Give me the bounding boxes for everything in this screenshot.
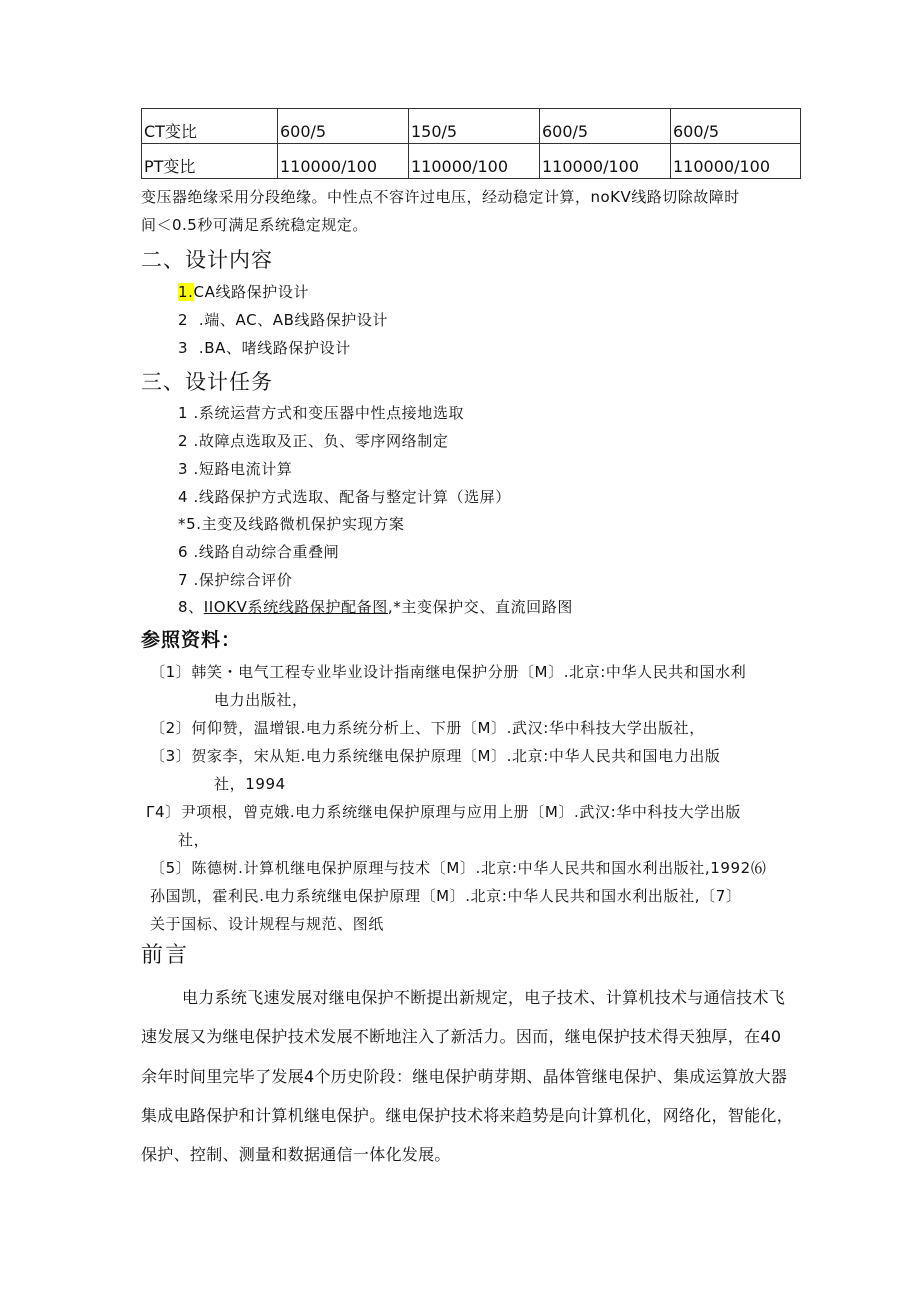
list-item: 4 .线路保护方式选取、配备与整定计算（选屏） <box>178 488 511 506</box>
item-text: ,*主变保护交、直流回路图 <box>387 598 573 616</box>
reference-line: 电力出版社， <box>214 691 308 709</box>
table-cell: 150/5 <box>409 109 540 144</box>
list-item: 6 .线路自动综合重叠闸 <box>178 543 340 561</box>
list-item: 1 .系统运营方式和变压器中性点接地选取 <box>178 404 465 422</box>
item-number: 1. <box>178 283 194 301</box>
list-item: 3 .短路电流计算 <box>178 460 293 478</box>
item-number: 8、 <box>178 598 204 616</box>
table-cell: PT变比 <box>142 144 278 179</box>
item-text: .BA、啫线路保护设计 <box>198 339 351 357</box>
item-text: CA线路保护设计 <box>193 283 310 301</box>
preface-line: 电力系统飞速发展对继电保护不断提出新规定，电子技术、计算机技术与通信技术飞 <box>182 988 786 1007</box>
item-number: 3 <box>178 339 189 357</box>
preface-heading: 前言 <box>141 943 190 968</box>
table-cell: 600/5 <box>540 109 671 144</box>
table-cell: 600/5 <box>671 109 801 144</box>
table-row <box>142 109 801 144</box>
parameter-table <box>141 108 801 179</box>
list-item <box>178 281 309 302</box>
table-cell: CT变比 <box>142 109 278 144</box>
item-text-underlined: IIOKV系统线路保护配备图 <box>203 598 388 616</box>
section-heading: 二、设计内容 <box>141 248 273 272</box>
table-cell: 600/5 <box>278 109 409 144</box>
reference-line: 〔2〕何仰赞，温增银.电力系统分析上、下册〔M〕.武汉:华中科技大学出版社， <box>150 719 705 737</box>
table-cell: 110000/100 <box>278 144 409 179</box>
table-row <box>142 144 801 179</box>
reference-line: Γ4〕尹项根，曾克娥.电力系统继电保护原理与应用上册〔M〕.武汉:华中科技大学出版 <box>146 803 742 821</box>
intro-line: 间＜0.5秒可满足系统稳定规定。 <box>141 216 368 234</box>
table-cell: 110000/100 <box>540 144 671 179</box>
list-item: *5.主变及线路微机保护实现方案 <box>178 515 405 533</box>
item-text: .端、AC、AB线路保护设计 <box>198 311 389 329</box>
reference-line: 社， <box>178 831 210 849</box>
list-item: 2 .故障点选取及正、负、零序网络制定 <box>178 432 449 450</box>
reference-line: 社，1994 <box>214 775 286 793</box>
table-cell: 110000/100 <box>409 144 540 179</box>
reference-line: 〔1〕韩笑・电气工程专业毕业设计指南继电保护分册〔M〕.北京:中华人民共和国水利 <box>150 663 747 681</box>
reference-line: 孙国凯，霍利民.电力系统继电保护原理〔M〕.北京:中华人民共和国水利出版社,〔7〕 <box>150 887 742 905</box>
list-item <box>178 309 388 330</box>
reference-line: 关于国标、设计规程与规范、图纸 <box>150 915 385 933</box>
item-number: 2 <box>178 311 189 329</box>
reference-line: 〔3〕贺家李，宋从矩.电力系统继电保护原理〔M〕.北京:中华人民共和国电力出版 <box>150 747 721 765</box>
preface-line: 保护、控制、测量和数据通信一体化发展。 <box>141 1145 451 1164</box>
list-item: 7 .保护综合评价 <box>178 571 293 589</box>
list-item <box>178 596 573 617</box>
preface-line: 速发展又为继电保护技术发展不断地注入了新活力。因而，继电保护技术得天独厚，在40 <box>141 1027 782 1046</box>
list-item <box>178 337 351 358</box>
intro-line: 变压器绝缘采用分段绝缘。中性点不容许过电压，经动稳定计算，noKV线路切除故障时 <box>141 188 740 206</box>
references-heading: 参照资料： <box>141 629 242 651</box>
section-heading: 三、设计任务 <box>141 370 273 394</box>
table-cell: 110000/100 <box>671 144 801 179</box>
preface-line: 集成电路保护和计算机继电保护。继电保护技术将来趋势是向计算机化，网络化，智能化， <box>141 1106 794 1125</box>
preface-line: 余年时间里完毕了发展4个历史阶段：继电保护萌芽期、晶体管继电保护、集成运算放大器 <box>141 1067 788 1086</box>
reference-line: 〔5〕陈德树.计算机继电保护原理与技术〔M〕.北京:中华人民共和国水利出版社,1992⑹ <box>150 859 767 877</box>
